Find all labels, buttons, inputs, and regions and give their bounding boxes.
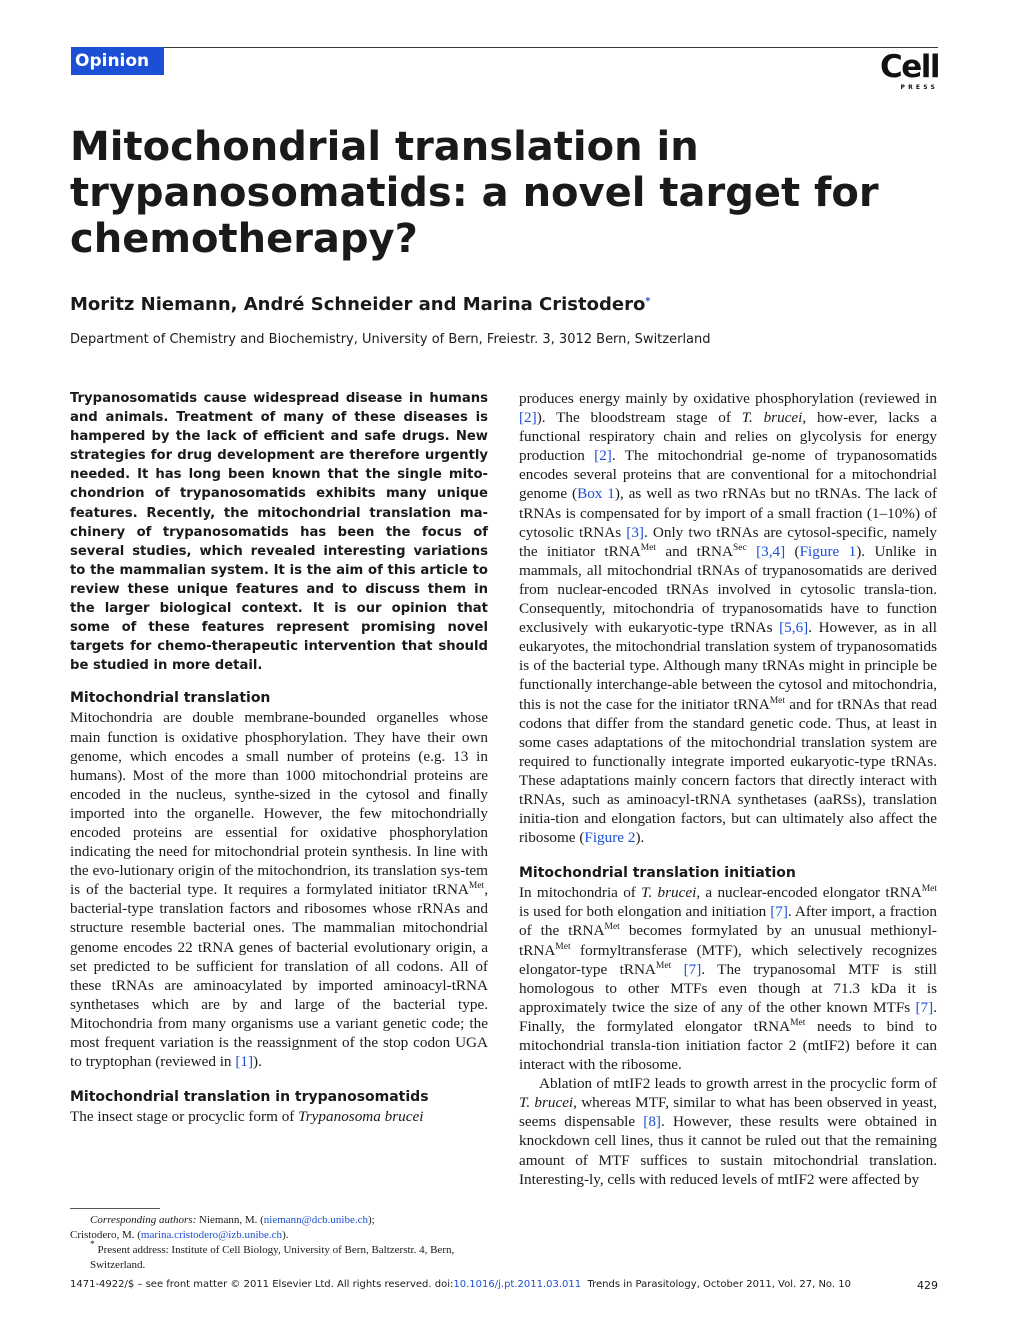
section-heading-translation-initiation: Mitochondrial translation initiation (519, 865, 796, 882)
footnote-corresponding-2: Cristodero, M. (marina.cristodero@izb.unibe.ch). (70, 1229, 289, 1241)
ref-link-3[interactable]: [3] (626, 523, 644, 541)
article-type-badge: Opinion (71, 47, 164, 75)
copyright-line: 1471-4922/$ – see front matter © 2011 Elsevier Ltd. All rights reserved. doi: (70, 1279, 454, 1290)
ref-link-2b[interactable]: [2] (594, 447, 612, 465)
ref-link-7[interactable]: [7] (770, 903, 788, 921)
page-number: 429 (917, 1279, 938, 1292)
article-title: Mitochondrial translation in trypanosomatids: a novel target for chemotherapy? (70, 124, 879, 262)
footnote-corresponding: Corresponding authors: Niemann, M. (niemann@dcb.unibe.ch); (90, 1214, 375, 1226)
doi-link[interactable]: 10.1016/j.pt.2011.03.011 (453, 1279, 582, 1290)
footnotes (70, 1213, 488, 1273)
corresponding-mark: * (645, 296, 651, 307)
ref-link-5-6[interactable]: [5,6] (779, 619, 809, 637)
left-column (70, 389, 488, 1126)
paragraph-mitochondrial-translation: Mitochondria are double membrane-bounded organelles whose main function is oxidative phosphorylation. They have their own genome, which encodes a small number of proteins (e.g. 13 in humans). Most of the more than 1000 mitochondrial proteins are encoded in the nucleus, synthe-sized in the cytosol and finally imported into the organelle. However, the few mitochondrially encoded proteins are essential for oxidative phosphorylation indicating the need for mitochondrial protein synthesis. In line with the evo-lutionary origin of the mitochondrion, its translation sys-tem is of the bacterial type. It requires a formylated initiator tRNA$^{Met}$, bacterial-type translation factors and ribosomes whose rRNAs and structure resemble bacterial ones. The mammalian mitochondrial genome encodes 22 tRNA genes of bacterial evolutionary origin, a set predicted to be sufficient for translation of all codons. All of these tRNAs are aminoacylated by imported aminoacyl-tRNA synthetases which are by and large of the bacterial type. Mitochondria from many organisms use a variant genetic code; the most frequent variation is the reassignment of the stop codon UGA to tryptophan (reviewed in [1]). (70, 709, 488, 1071)
ref-link-1[interactable]: [1] (235, 1053, 254, 1071)
paragraph-initiation-2: Ablation of mtIF2 leads to growth arrest in the procyclic form of T. brucei, whereas MTF, similar to what has been observed in yeast, seems dispensable [8]. However, these results were obtained in knockdown cell lines, thus it cannot be ruled out that the remaining amount of MTF suffices to sustain mitochondrial translation. Interesting-ly, cells with reduced levels of mtIF2 were affected by (519, 1075, 938, 1188)
journal-citation: Trends in Parasitology, October 2011, Vol. 27, No. 10 (581, 1279, 851, 1290)
section-heading-mitochondrial-translation: Mitochondrial translation (70, 690, 271, 707)
footnote-present-address: * Present address: Institute of Cell Biology, University of Bern, Baltzerstr. 4, Bern, Switzerland. (90, 1240, 455, 1271)
publisher-logo (880, 49, 940, 92)
ref-link-2[interactable]: [2] (519, 409, 537, 427)
logo-sub-text: PRESS (900, 84, 938, 91)
paragraph-initiation-1: In mitochondria of T. brucei, a nuclear-encoded elongator tRNA$^{Met}$ is used for both elongation and initiation [7]. After import, a fraction of the tRNA$^{Met}$ becomes formylated by an unusual methionyl-tRNA$^{Met}$ formyltransferase (MTF), which selectively recognizes elongator-type tRNA$^{Met}$ [7]. The trypanosomal MTF is still homologous to other MTFs even though at 71.3 kDa it is approximately twice the size of any of the other known MTFs [7]. Finally, the formylated elongator tRNA$^{Met}$ needs to bind to mitochondrial transla-tion initiation factor 2 (mtIF2) before it can interact with the ribosome. (519, 884, 938, 1074)
paragraph-trypanosomatids-continued: produces energy mainly by oxidative phosphorylation (reviewed in [2]). The bloodstream stage of T. brucei, how-ever, lacks a functional respiratory chain and relies on glycolysis for energy production [2]. The mitochondrial ge-nome of trypanosomatids encodes several proteins that are conventional for a mitochondrial genome (Box 1), as well as two rRNAs but no tRNAs. The lack of tRNAs is compensated for by import of a small fraction (1–10%) of cytosolic tRNAs [3]. Only two tRNAs are cytosol-specific, namely the initiator tRNA$^{Met}$ and tRNA$^{Sec}$ [3,4] (Figure 1). Unlike in mammals, all mitochondrial tRNAs of trypanosomatids are derived from nuclear-encoded tRNAs involved in cytosolic transla-tion. Consequently, mitochondria of trypanosomatids have to function exclusively with eukaryotic-type tRNAs [5,6]. However, as in all eukaryotes, the mitochondrial translation system of trypanosomatids is of the bacterial type. Although many tRNAs might in principle be functionally interchange-able between the cytosol and mitochondria, this is not the case for the initiator tRNA$^{Met}$ and for tRNAs that read codons that differ from the standard genetic code. Thus, at least in some cases adaptations of the mitochondrial translation system are required to functionally integrate imported eukaryotic-type tRNAs. These adaptations mainly concern factors that directly interact with tRNAs, such as aminoacyl-tRNA synthetases (aaRSs), translation initia-tion and elongation factors, but can ultimately also affect the ribosome (Figure 2). (519, 390, 938, 847)
email-link-cristodero[interactable]: marina.cristodero@izb.unibe.ch (140, 1229, 283, 1241)
figure-1-link[interactable]: Figure 1 (799, 542, 857, 560)
header-rule (71, 47, 938, 48)
section-heading-translation-in-trypanosomatids: Mitochondrial translation in trypanosomatids (70, 1089, 429, 1106)
affiliation: Department of Chemistry and Biochemistry, University of Bern, Freiestr. 3, 3012 Bern, Switzerland (70, 332, 711, 347)
paragraph-trypanosomatids-start: The insect stage or procyclic form of Trypanosoma brucei (70, 1108, 424, 1126)
ref-link-7b[interactable]: [7] (683, 960, 702, 978)
box-1-link[interactable]: Box 1 (577, 485, 615, 503)
figure-2-link[interactable]: Figure 2 (584, 829, 636, 847)
ref-link-7c[interactable]: [7] (915, 998, 934, 1016)
page-footer (70, 1279, 938, 1290)
right-column (519, 389, 937, 1189)
abstract: Trypanosomatids cause widespread disease in humans and animals. Treatment of many of these diseases is hampered by the lack of efficient and safe drugs. New strategies for drug development are therefore urgently needed. It has long been known that the single mito-chondrion of trypanosomatids exhibits many unique features. Recently, the mitochondrial translation ma-chinery of trypanosomatids has been the focus of several studies, which revealed interesting variations to the mammalian system. It is the aim of this article to review these unique features and to discuss them in the larger biological context. It is our opinion that some of these features represent promising novel targets for chemo-therapeutic intervention that should be studied in more detail. (70, 391, 488, 674)
logo-main-text: Cell (880, 49, 940, 85)
ref-link-8[interactable]: [8] (643, 1113, 661, 1131)
footnote-rule (70, 1208, 160, 1209)
author-list (70, 294, 650, 315)
author-names: Moritz Niemann, André Schneider and Marina Cristodero (70, 294, 646, 315)
ref-link-3-4[interactable]: [3,4] (756, 542, 786, 560)
email-link-niemann[interactable]: niemann@dcb.unibe.ch (263, 1214, 368, 1226)
